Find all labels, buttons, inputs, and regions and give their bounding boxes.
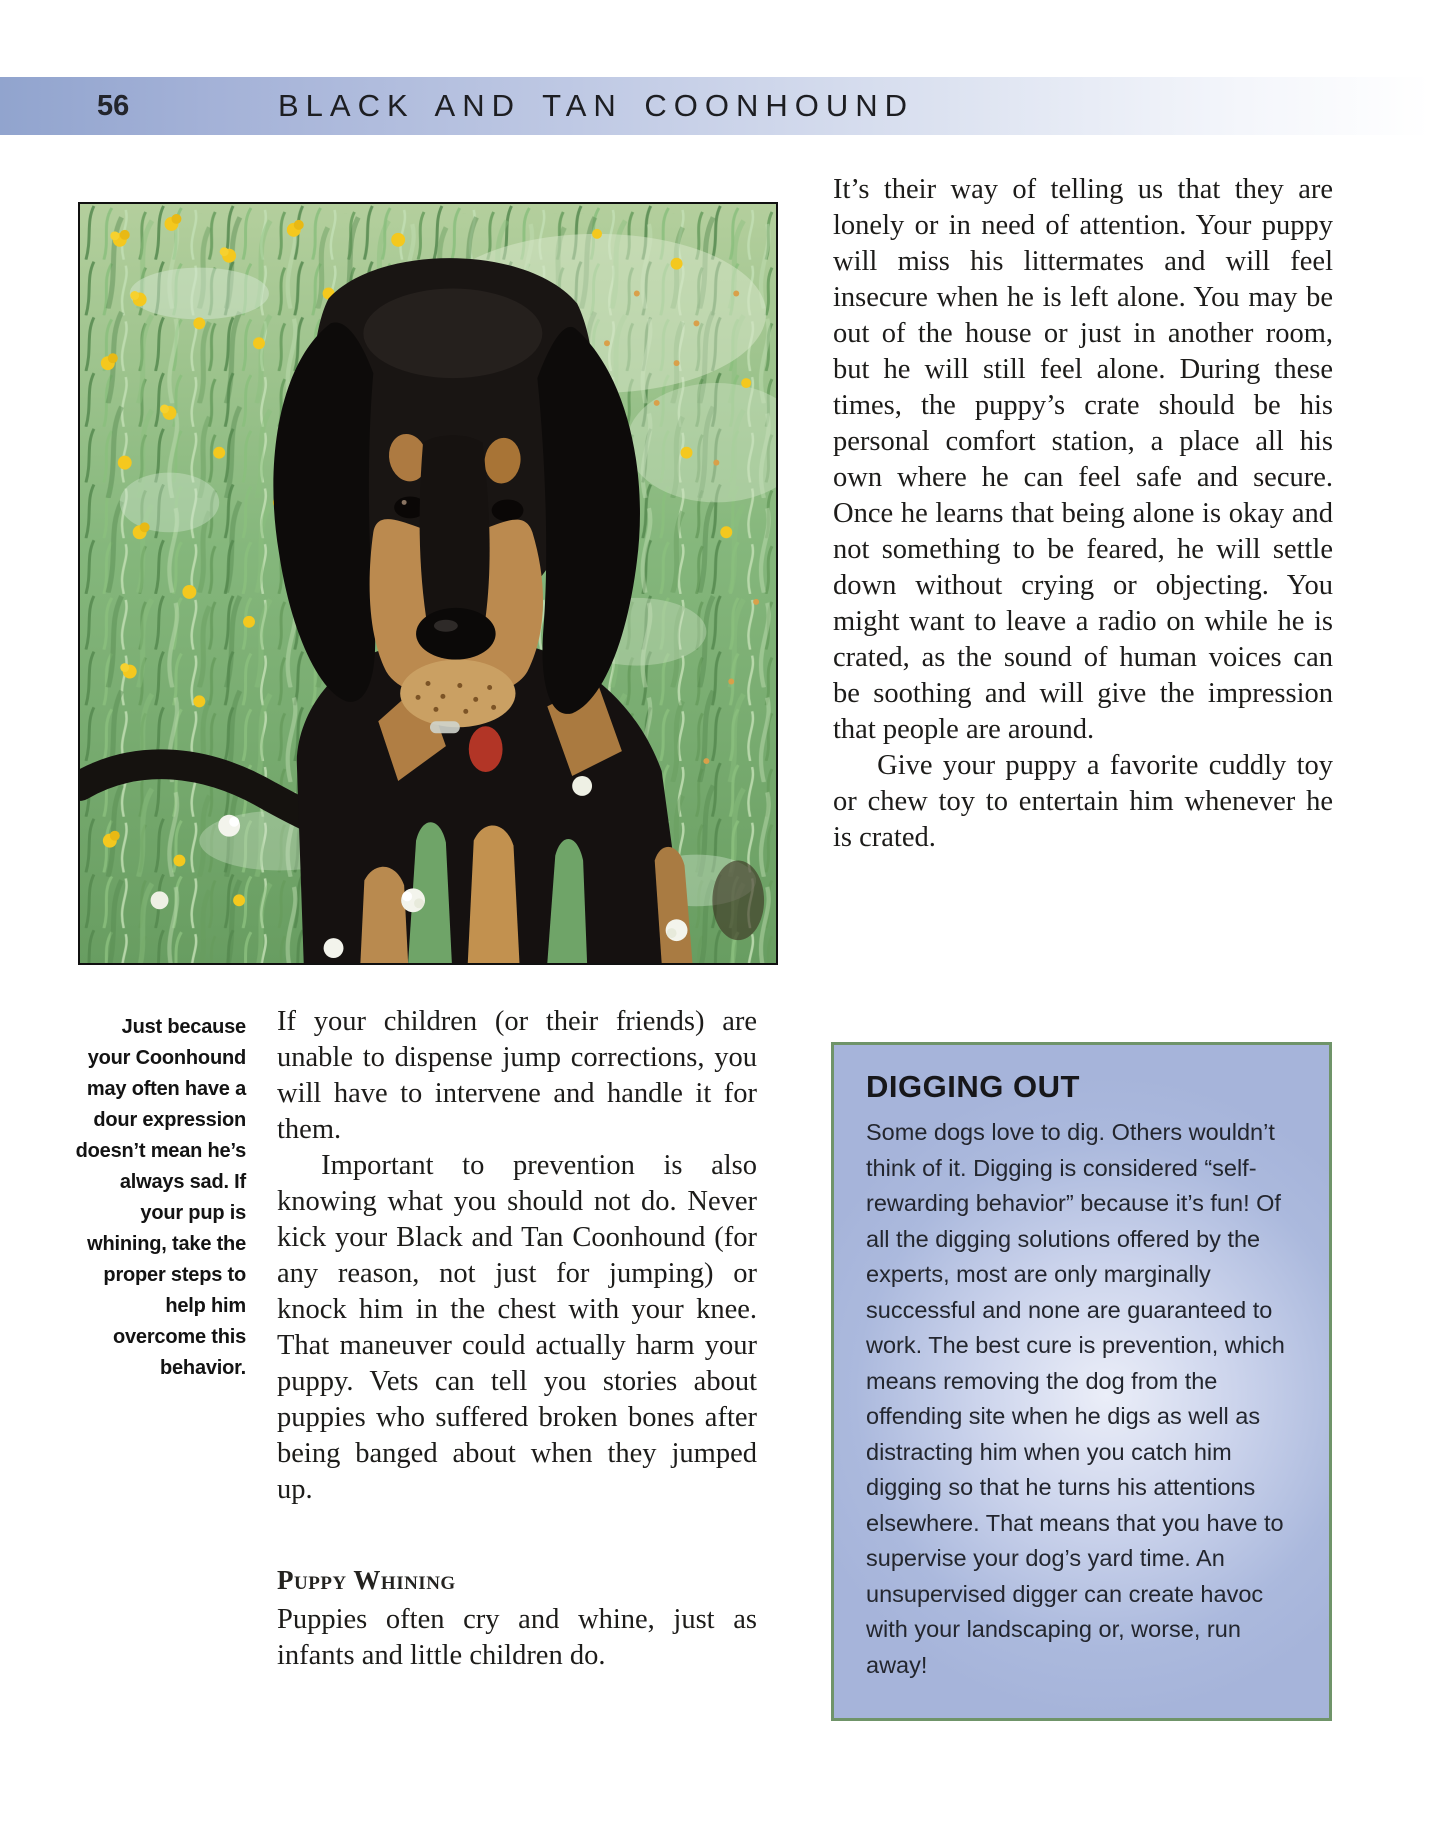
sidebar-title: DIGGING OUT — [866, 1069, 1080, 1104]
body-paragraph: Give your puppy a favorite cuddly toy or chew toy to entertain him whenever he is crated. — [833, 750, 1333, 853]
digging-out-box — [831, 1042, 1332, 1721]
right-column — [833, 172, 1333, 856]
body-paragraph: It’s their way of telling us that they are lonely or in need of attention. Your puppy will miss his littermates and will feel insecure when he is left alone. You may be out of the house or just in another room, but he will still feel alone. During these times, the puppy’s crate should be his personal comfort station, a place all his own where he can feel safe and secure. Once he learns that being alone is okay and not something to be feared, he will settle down without crying or objecting. You might want to leave a radio on while he is crated, as the sound of human voices can be soothing and will give the impression that people are around. — [833, 174, 1333, 745]
photo-caption: Just because your Coonhound may often have a dour expression doesn’t mean he’s always sad. If your pup is whining, take the proper steps to help him overcome this behavior. — [75, 1016, 246, 1379]
page-header-band — [0, 77, 1445, 135]
body-paragraph: Puppies often cry and whine, just as infants and little children do. — [277, 1604, 757, 1671]
page-number: 56 — [97, 90, 130, 122]
chapter-title: BLACK AND TAN COONHOUND — [278, 88, 915, 123]
body-paragraph: Important to prevention is also knowing what you should not do. Never kick your Black and Tan Coonhound (for any reason, not just for jumping) or knock him in the chest with your knee. That maneuver could actually harm your puppy. Vets can tell you stories about puppies who suffered broken bones after being banged about when they jumped up. — [277, 1150, 757, 1505]
puppy-photo-illustration — [80, 204, 776, 963]
middle-column — [277, 1004, 757, 1674]
sidebar-body: Some dogs love to dig. Others wouldn’t think of it. Digging is considered “self-rewarding behavior” because it’s fun! Of all the digging solutions offered by the experts, most are only marginally successful and none are guaranteed to work. The best cure is prevention, which means removing the dog from the offending site when he digs as well as distracting him when you catch him digging so that he turns his attentions elsewhere. That means that you have to supervise your dog’s yard time. An unsupervised digger can create havoc with your landscaping or, worse, run away! — [866, 1119, 1285, 1678]
body-paragraph: If your children (or their friends) are unable to dispense jump corrections, you will have to intervene and handle it for them. — [277, 1006, 757, 1145]
puppy-photo — [78, 202, 778, 965]
puppy-tongue — [469, 726, 503, 772]
section-heading-puppy-whining: Puppy Whining — [277, 1565, 456, 1595]
puppy-nose — [416, 608, 496, 660]
puppy-eye — [492, 499, 524, 521]
